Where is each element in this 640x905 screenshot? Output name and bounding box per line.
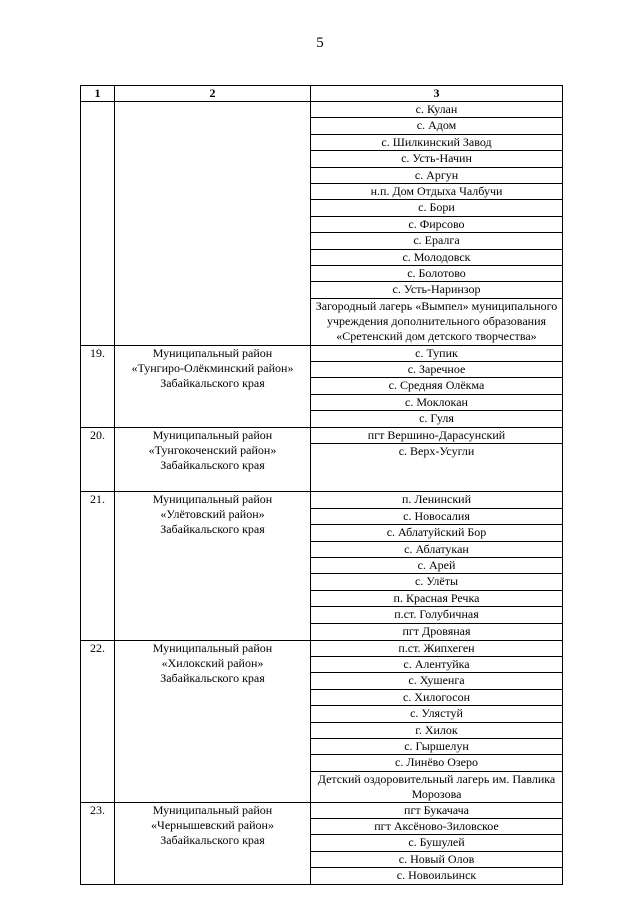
district-line: Забайкальского края bbox=[160, 832, 265, 847]
district-line: Муниципальный район bbox=[152, 345, 273, 360]
settlement-cell: с. Шилкинский Завод bbox=[311, 134, 563, 150]
settlement-cell: с. Улёты bbox=[311, 574, 563, 590]
settlement-cell: с. Улястуй bbox=[311, 706, 563, 722]
district-name bbox=[115, 102, 311, 346]
settlement-cell: пгт Вершино-Дарасунский bbox=[311, 427, 563, 443]
settlement-cell: пгт Аксёново-Зиловское bbox=[311, 819, 563, 835]
district-line: Муниципальный район bbox=[152, 427, 273, 442]
settlement-cell: пгт Букачача bbox=[311, 802, 563, 818]
settlement-cell: с. Верх-Усугли bbox=[311, 444, 563, 492]
settlement-cell: с. Тупик bbox=[311, 345, 563, 361]
row-number: 20. bbox=[81, 427, 115, 492]
settlement-cell: с. Алентуйка bbox=[311, 656, 563, 672]
settlement-cell: с. Новосалия bbox=[311, 508, 563, 524]
settlement-cell: пгт Дровяная bbox=[311, 623, 563, 640]
table-row bbox=[81, 640, 563, 656]
column-header: 2 bbox=[115, 86, 311, 102]
row-number bbox=[81, 102, 115, 346]
settlement-cell: с. Аргун bbox=[311, 167, 563, 183]
settlement-cell: с. Аблатуйский Бор bbox=[311, 525, 563, 541]
district-name bbox=[115, 640, 311, 802]
district-name bbox=[115, 492, 311, 640]
row-number: 19. bbox=[81, 345, 115, 427]
row-number: 21. bbox=[81, 492, 115, 640]
district-line: «Тунгиро-Олёкминский район» bbox=[131, 360, 294, 375]
settlement-cell: п.ст. Голубичная bbox=[311, 607, 563, 623]
district-name bbox=[115, 345, 311, 427]
settlement-cell: с. Усть-Наринзор bbox=[311, 282, 563, 298]
settlement-cell: с. Заречное bbox=[311, 362, 563, 378]
district-name bbox=[115, 802, 311, 884]
page-number: 5 bbox=[316, 35, 324, 51]
district-line: Муниципальный район bbox=[152, 640, 273, 655]
settlement-cell: с. Усть-Начин bbox=[311, 151, 563, 167]
settlement-cell: Загородный лагерь «Вымпел» муниципального учреждения дополнительного образования «Сретенский дом детского творчества» bbox=[311, 298, 563, 345]
settlement-cell: с. Адом bbox=[311, 118, 563, 134]
settlements-table bbox=[80, 85, 563, 885]
settlement-cell: с. Ералга bbox=[311, 233, 563, 249]
settlement-cell: с. Фирсово bbox=[311, 216, 563, 232]
settlement-cell: с. Гыршелун bbox=[311, 738, 563, 754]
table-row bbox=[81, 802, 563, 818]
row-number: 22. bbox=[81, 640, 115, 802]
district-line: Забайкальского края bbox=[160, 457, 265, 472]
settlement-cell: н.п. Дом Отдыха Чалбучи bbox=[311, 183, 563, 199]
settlement-cell: с. Аблатукан bbox=[311, 541, 563, 557]
district-name bbox=[115, 427, 311, 492]
settlement-cell: с. Молодовск bbox=[311, 249, 563, 265]
settlement-cell: с. Новый Олов bbox=[311, 851, 563, 867]
settlement-cell: п. Ленинский bbox=[311, 492, 563, 508]
settlement-cell: с. Арей bbox=[311, 557, 563, 573]
settlement-cell: с. Средняя Олёкма bbox=[311, 378, 563, 394]
settlement-cell: п. Красная Речка bbox=[311, 590, 563, 606]
settlement-cell: с. Хилогосон bbox=[311, 689, 563, 705]
settlement-cell: с. Кулан bbox=[311, 102, 563, 118]
settlement-cell: с. Хушенга bbox=[311, 673, 563, 689]
row-number: 23. bbox=[81, 802, 115, 884]
column-header: 3 bbox=[311, 86, 563, 102]
settlement-cell: с. Линёво Озеро bbox=[311, 755, 563, 771]
table-row bbox=[81, 102, 563, 118]
settlement-cell: Детский оздоровительный лагерь им. Павлика Морозова bbox=[311, 771, 563, 802]
settlement-cell: с. Моклокан bbox=[311, 394, 563, 410]
settlement-cell: с. Болотово bbox=[311, 265, 563, 281]
settlement-cell: с. Гуля bbox=[311, 411, 563, 427]
settlement-cell: с. Бушулей bbox=[311, 835, 563, 851]
table-header-row bbox=[81, 86, 563, 102]
settlement-cell: с. Новоильинск bbox=[311, 868, 563, 884]
district-line: «Тунгокоченский район» bbox=[148, 442, 277, 457]
district-line: Забайкальского края bbox=[160, 670, 265, 685]
settlement-cell: с. Бори bbox=[311, 200, 563, 216]
table-row bbox=[81, 492, 563, 508]
table-row bbox=[81, 345, 563, 361]
district-line: Забайкальского края bbox=[160, 522, 265, 537]
district-line: «Чернышевский район» bbox=[151, 817, 274, 832]
column-header: 1 bbox=[81, 86, 115, 102]
district-line: «Хилокский район» bbox=[161, 655, 264, 670]
settlement-cell: п.ст. Жипхеген bbox=[311, 640, 563, 656]
settlement-cell: г. Хилок bbox=[311, 722, 563, 738]
district-line: Забайкальского края bbox=[160, 375, 265, 390]
district-line: «Улётовский район» bbox=[160, 507, 265, 522]
district-line: Муниципальный район bbox=[152, 492, 273, 507]
table-row bbox=[81, 427, 563, 443]
district-line: Муниципальный район bbox=[152, 802, 273, 817]
